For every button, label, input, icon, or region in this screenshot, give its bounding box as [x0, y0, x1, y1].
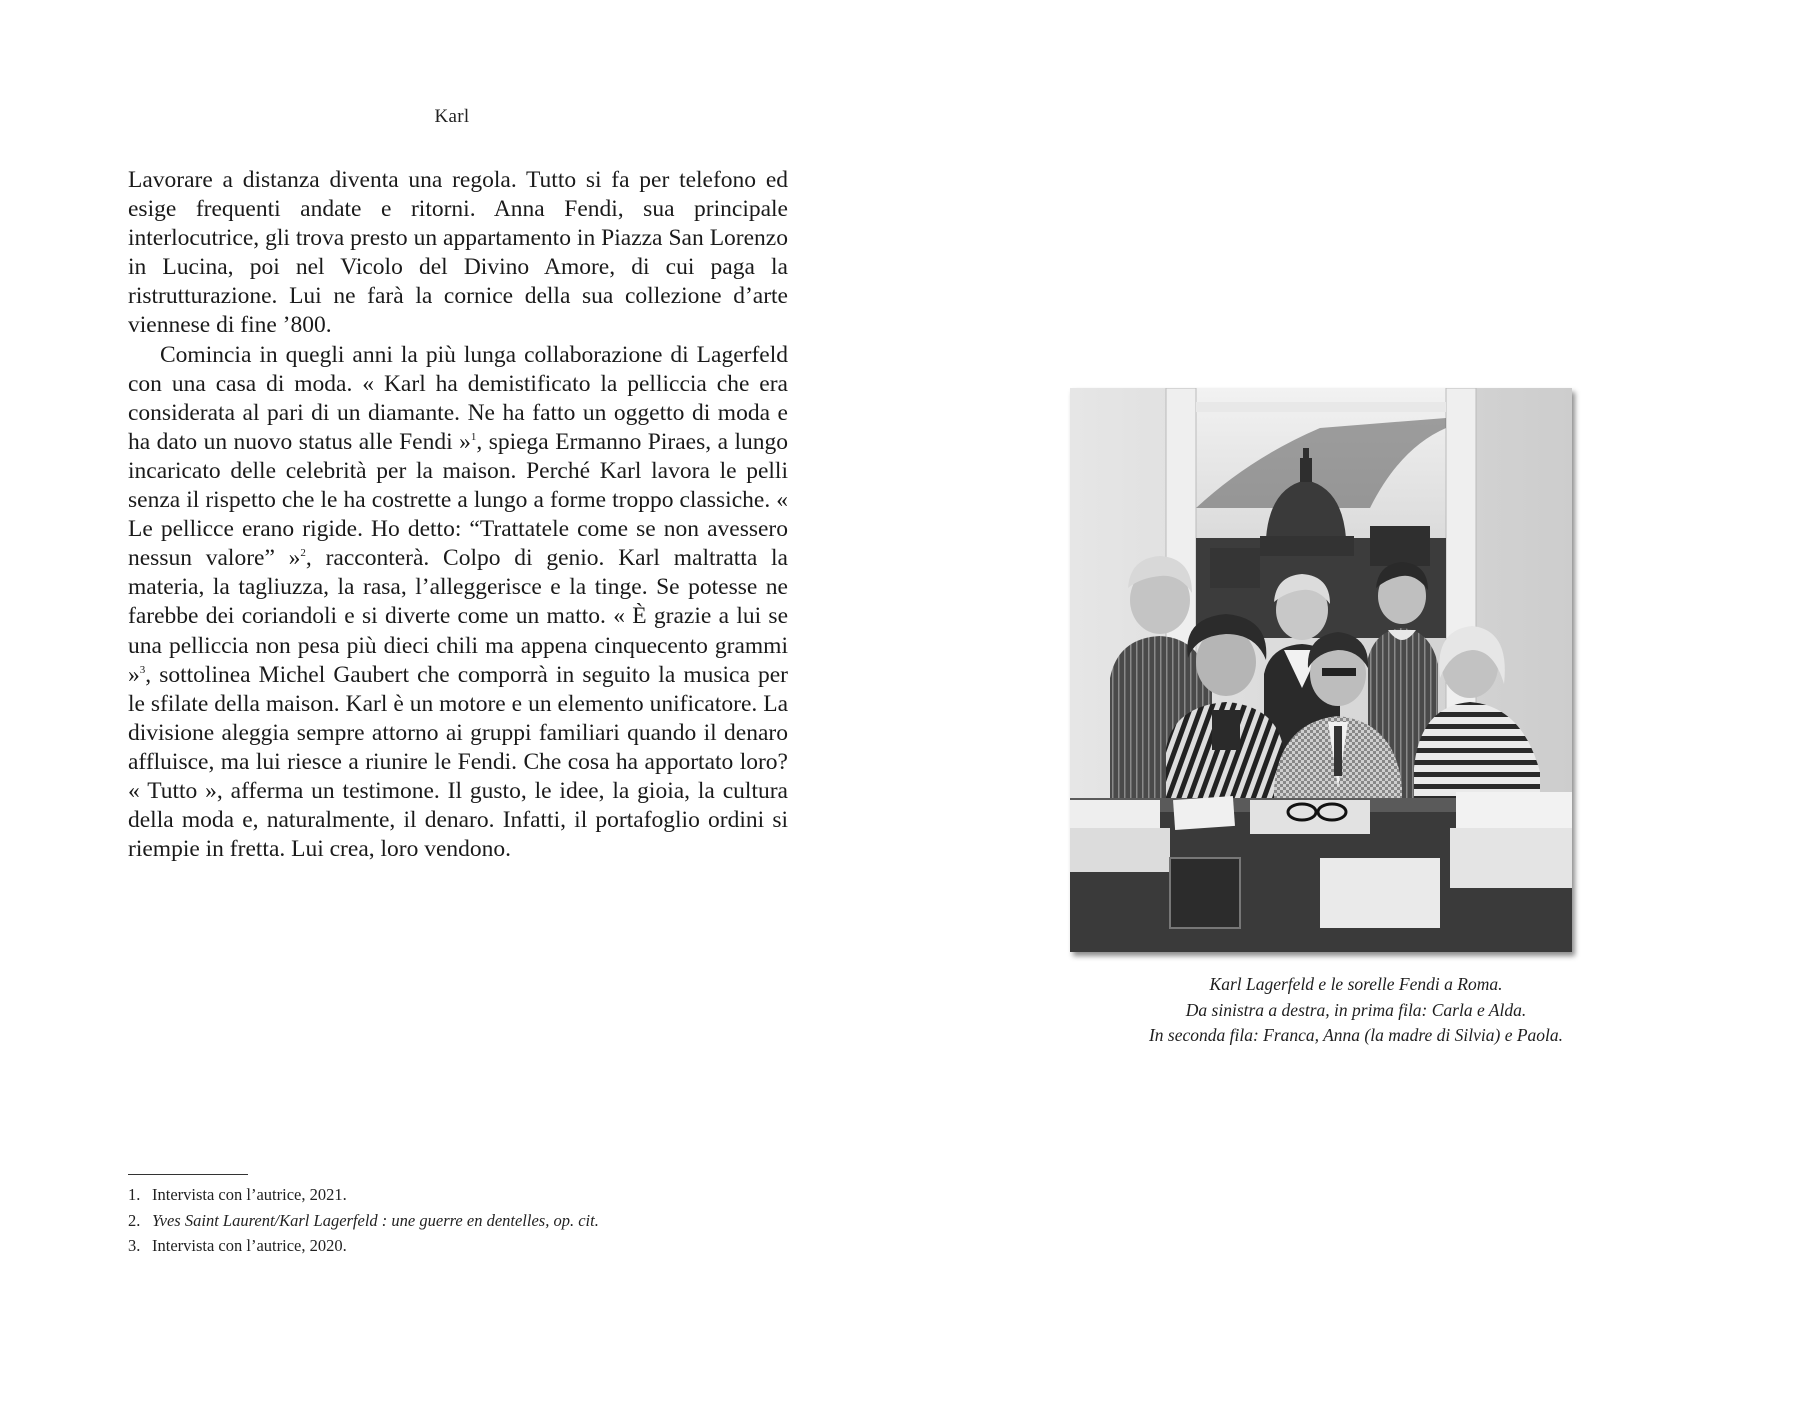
footnote: [128, 1233, 808, 1259]
caption-line: Da sinistra a destra, in prima fila: Carla e Alda.: [1185, 999, 1527, 1020]
footnote-ref: 3: [139, 663, 146, 676]
footnote-text: Yves Saint Laurent/Karl Lagerfeld : une guerre en dentelles, op. cit.: [152, 1210, 599, 1230]
photo-illustration: [1070, 388, 1572, 952]
paragraph-text: Lavorare a distanza diventa una regola. Tutto si fa per telefono ed esige frequenti andate e ritorni. Anna Fendi, sua principale interlocutrice, gli trova presto un appartamento in Piazza San Lorenzo in Lucina, poi nel Vicolo del Divino Amore, di cui paga la ristrutturazione. Lui ne farà la cornice della sua collezione d’arte viennese di fine ’800.: [128, 167, 788, 339]
paragraph-text: , spiega Ermanno Piraes, a lungo incaricato delle celebrità per la maison. Perché Karl lavora le pelli senza il rispetto che le ha costrette a lungo a forme troppo classiche. « Le pellicce erano rigide. Ho detto: “Trattatele come se non avessero nessun valore” »: [128, 428, 788, 572]
caption-line: In seconda fila: Franca, Anna (la madre di Silvia) e Paola.: [1148, 1025, 1564, 1045]
footnote-ref: 2: [300, 547, 306, 560]
paragraph-text: , racconterà. Colpo di genio. Karl maltratta la materia, la tagliuzza, la rasa, l’alleggerisce e la tinge. Se potesse ne farebbe dei coriandoli e si diverte come un matto. « È grazie a lui se una pelliccia non pesa più dieci chili ma appena cinquecento grammi »: [128, 545, 788, 688]
paragraph-text: Comincia in quegli anni la più lunga collaborazione di Lagerfeld con una casa di moda. « Karl ha demistificato la pelliccia che era considerata al pari di un diamante. Ne ha fatto un oggetto di moda e ha dato un nuovo status alle Fendi »: [128, 341, 788, 455]
footnote-ref: 1: [470, 431, 477, 444]
footnote: [128, 1182, 808, 1208]
footnote-number: 3.: [128, 1236, 141, 1255]
footnotes: [128, 1182, 808, 1259]
paragraph: [128, 341, 788, 865]
footnote-text: Intervista con l’autrice, 2020.: [152, 1236, 347, 1255]
running-head: Karl: [434, 106, 470, 127]
caption-line: Karl Lagerfeld e le sorelle Fendi a Roma.: [1209, 974, 1503, 994]
photo-caption: [904, 972, 1808, 1049]
photograph: [1070, 388, 1572, 952]
right-page: [904, 0, 1808, 1418]
footnote-number: 1.: [128, 1185, 141, 1204]
footnote-rule: [128, 1174, 248, 1175]
paragraph: [128, 166, 788, 341]
body-text: [128, 166, 788, 864]
paragraph-text: , sottolinea Michel Gaubert che comporrà in seguito la musica per le sfilate della maison. Karl è un motore e un elemento unificatore. La divisione aleggia sempre attorno ai gruppi familiari quando il denaro affluisce, ma lui riesce a riunire le Fendi. Che cosa ha apportato loro? « Tutto », afferma un testimone. Il gusto, le idee, la gioia, la cultura della moda e, naturalmente, il denaro. Infatti, il portafoglio ordini si riempie in fretta. Lui crea, loro vendono.: [128, 661, 788, 863]
footnote-text: Intervista con l’autrice, 2021.: [152, 1185, 347, 1204]
footnote-number: 2.: [128, 1210, 141, 1230]
footnote: [128, 1208, 808, 1234]
